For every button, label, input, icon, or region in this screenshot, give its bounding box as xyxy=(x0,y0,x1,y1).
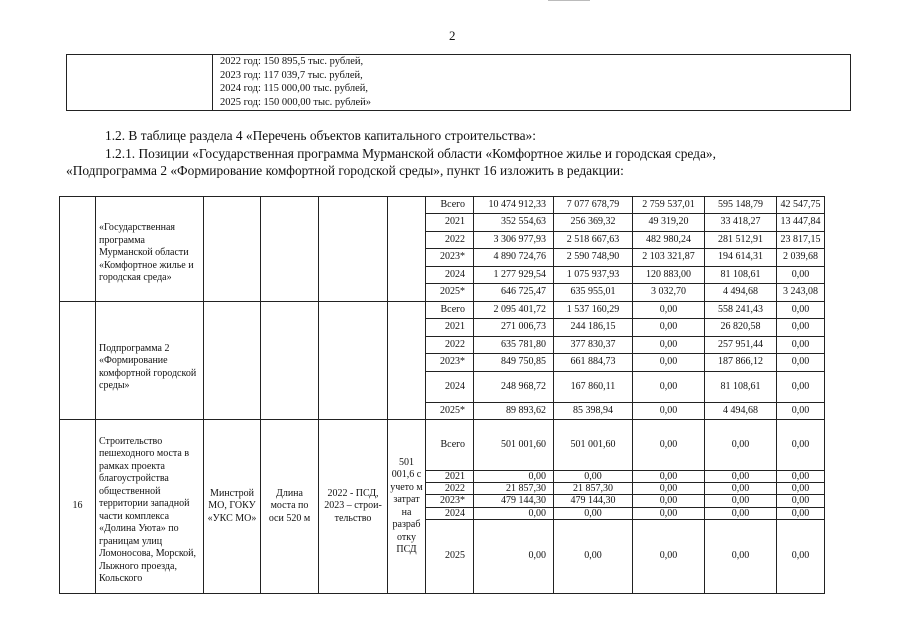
top-edge-rule xyxy=(548,0,590,1)
amount-cell: 26 820,58 xyxy=(705,319,777,336)
amount-cell: 187 866,12 xyxy=(705,354,777,371)
amount-cell: 7 077 678,79 xyxy=(554,197,633,214)
amount-cell: 661 884,73 xyxy=(554,354,633,371)
budget-years-cell xyxy=(213,55,851,111)
period-cell xyxy=(319,301,388,419)
amount-cell: 479 144,30 xyxy=(474,495,554,507)
amount-cell: 3 243,08 xyxy=(777,284,825,301)
amount-cell: 0,00 xyxy=(474,507,554,519)
amount-cell: 0,00 xyxy=(705,470,777,482)
amount-cell: 482 980,24 xyxy=(633,231,705,248)
capital-construction-table xyxy=(59,196,825,594)
amount-cell: 23 817,15 xyxy=(777,231,825,248)
amount-cell: 0,00 xyxy=(777,371,825,402)
amount-cell: 0,00 xyxy=(705,482,777,494)
amount-cell: 81 108,61 xyxy=(705,266,777,283)
amount-cell: 0,00 xyxy=(633,319,705,336)
budget-line: 2022 год: 150 895,5 тыс. рублей, xyxy=(220,56,364,67)
amount-cell: 0,00 xyxy=(554,470,633,482)
amount-cell: 4 494,68 xyxy=(705,402,777,419)
year-cell: 2025 xyxy=(426,519,474,593)
amount-cell: 1 277 929,54 xyxy=(474,266,554,283)
amount-cell: 0,00 xyxy=(633,519,705,593)
cost-cell: 501 001,6 с учето м затрат на разраб отку ПСД xyxy=(388,420,426,594)
year-cell: 2022 xyxy=(426,482,474,494)
year-cell: 2023* xyxy=(426,495,474,507)
item-number-cell: 16 xyxy=(60,420,96,594)
year-cell: Всего xyxy=(426,420,474,470)
cost-cell xyxy=(388,301,426,419)
paragraph-1-2: 1.2. В таблице раздела 4 «Перечень объектов капитального строительства»: xyxy=(105,128,536,143)
amount-cell: 0,00 xyxy=(777,470,825,482)
amount-cell: 0,00 xyxy=(633,354,705,371)
amount-cell: 0,00 xyxy=(633,420,705,470)
object-name-cell: Строительство пешеходного моста в рамках проекта благоустройства общественной территории западной части комплекса «Долина Уюта» по границам улиц Ломоносова, Морской, Лыжного проезда, Кольского xyxy=(96,420,204,594)
amount-cell: 0,00 xyxy=(777,507,825,519)
amount-cell: 849 750,85 xyxy=(474,354,554,371)
amount-cell: 271 006,73 xyxy=(474,319,554,336)
paragraph-1-2-1: 1.2.1. Позиции «Государственная программа Мурманской области «Комфортное жилье и городская среда», xyxy=(105,146,716,161)
amount-cell: 479 144,30 xyxy=(554,495,633,507)
amount-cell: 21 857,30 xyxy=(554,482,633,494)
amount-cell: 4 494,68 xyxy=(705,284,777,301)
year-cell: 2025* xyxy=(426,402,474,419)
amount-cell: 281 512,91 xyxy=(705,231,777,248)
amount-cell: 501 001,60 xyxy=(554,420,633,470)
amount-cell: 3 306 977,93 xyxy=(474,231,554,248)
table-row xyxy=(60,301,825,318)
amount-cell: 248 968,72 xyxy=(474,371,554,402)
capacity-cell xyxy=(261,197,319,302)
year-cell: 2023* xyxy=(426,354,474,371)
table-row xyxy=(60,420,825,470)
table-row xyxy=(60,197,825,214)
amount-cell: 0,00 xyxy=(633,402,705,419)
year-cell: Всего xyxy=(426,197,474,214)
amount-cell: 13 447,84 xyxy=(777,214,825,231)
amount-cell: 0,00 xyxy=(554,519,633,593)
amount-cell: 2 103 321,87 xyxy=(633,249,705,266)
amount-cell: 4 890 724,76 xyxy=(474,249,554,266)
amount-cell: 81 108,61 xyxy=(705,371,777,402)
period-cell: 2022 - ПСД, 2023 – строи-тельство xyxy=(319,420,388,594)
amount-cell: 0,00 xyxy=(474,519,554,593)
amount-cell: 167 860,11 xyxy=(554,371,633,402)
amount-cell: 42 547,75 xyxy=(777,197,825,214)
amount-cell: 0,00 xyxy=(705,507,777,519)
amount-cell: 0,00 xyxy=(777,519,825,593)
customer-cell: Минстрой МО, ГОКУ «УКС МО» xyxy=(204,420,261,594)
object-name-cell: «Государственная программа Мурманской области «Комфортное жилье и городская среда» xyxy=(96,197,204,302)
budget-line: 2023 год: 117 039,7 тыс. рублей, xyxy=(220,69,363,81)
amount-cell: 0,00 xyxy=(777,336,825,353)
amount-cell: 377 830,37 xyxy=(554,336,633,353)
year-cell: 2024 xyxy=(426,266,474,283)
amount-cell: 0,00 xyxy=(554,507,633,519)
amount-cell: 1 537 160,29 xyxy=(554,301,633,318)
amount-cell: 1 075 937,93 xyxy=(554,266,633,283)
amount-cell: 89 893,62 xyxy=(474,402,554,419)
amount-cell: 0,00 xyxy=(705,495,777,507)
year-cell: 2021 xyxy=(426,319,474,336)
amount-cell: 0,00 xyxy=(777,301,825,318)
amount-cell: 0,00 xyxy=(633,482,705,494)
amount-cell: 120 883,00 xyxy=(633,266,705,283)
amount-cell: 0,00 xyxy=(705,420,777,470)
amount-cell: 2 759 537,01 xyxy=(633,197,705,214)
amount-cell: 257 951,44 xyxy=(705,336,777,353)
page-number: 2 xyxy=(449,28,456,43)
item-number-cell xyxy=(60,301,96,419)
capacity-cell: Длина моста по оси 520 м xyxy=(261,420,319,594)
amount-cell: 10 474 912,33 xyxy=(474,197,554,214)
amount-cell: 0,00 xyxy=(633,470,705,482)
customer-cell xyxy=(204,197,261,302)
paragraph-1-2-1-cont: «Подпрограмма 2 «Формирование комфортной городской среды», пункт 16 изложить в редакции: xyxy=(66,163,624,178)
budget-line: 2024 год: 115 000,00 тыс. рублей, xyxy=(220,83,368,94)
amount-cell: 2 590 748,90 xyxy=(554,249,633,266)
cost-cell xyxy=(388,197,426,302)
amount-cell: 0,00 xyxy=(633,301,705,318)
amount-cell: 3 032,70 xyxy=(633,284,705,301)
amount-cell: 0,00 xyxy=(777,420,825,470)
year-cell: 2022 xyxy=(426,231,474,248)
amount-cell: 2 039,68 xyxy=(777,249,825,266)
amount-cell: 85 398,94 xyxy=(554,402,633,419)
amount-cell: 0,00 xyxy=(777,354,825,371)
year-cell: 2022 xyxy=(426,336,474,353)
amount-cell: 0,00 xyxy=(474,470,554,482)
amount-cell: 49 319,20 xyxy=(633,214,705,231)
amount-cell: 21 857,30 xyxy=(474,482,554,494)
amount-cell: 352 554,63 xyxy=(474,214,554,231)
budget-continuation-table xyxy=(66,54,851,111)
year-cell: 2024 xyxy=(426,507,474,519)
amount-cell: 595 148,79 xyxy=(705,197,777,214)
period-cell xyxy=(319,197,388,302)
amount-cell: 501 001,60 xyxy=(474,420,554,470)
year-cell: 2021 xyxy=(426,470,474,482)
amount-cell: 635 955,01 xyxy=(554,284,633,301)
amount-cell: 2 095 401,72 xyxy=(474,301,554,318)
amount-cell: 646 725,47 xyxy=(474,284,554,301)
amount-cell: 0,00 xyxy=(633,495,705,507)
year-cell: 2024 xyxy=(426,371,474,402)
item-number-cell xyxy=(60,197,96,302)
object-name-cell: Подпрограмма 2 «Формирование комфортной городской среды» xyxy=(96,301,204,419)
amount-cell: 0,00 xyxy=(777,482,825,494)
amount-cell: 2 518 667,63 xyxy=(554,231,633,248)
amount-cell: 0,00 xyxy=(705,519,777,593)
year-cell: 2021 xyxy=(426,214,474,231)
amount-cell: 0,00 xyxy=(633,336,705,353)
amount-cell: 0,00 xyxy=(777,266,825,283)
amount-cell: 0,00 xyxy=(633,507,705,519)
amount-cell: 635 781,80 xyxy=(474,336,554,353)
amount-cell: 558 241,43 xyxy=(705,301,777,318)
amount-cell: 0,00 xyxy=(777,495,825,507)
amount-cell: 33 418,27 xyxy=(705,214,777,231)
amount-cell: 244 186,15 xyxy=(554,319,633,336)
amount-cell: 256 369,32 xyxy=(554,214,633,231)
capacity-cell xyxy=(261,301,319,419)
amount-cell: 0,00 xyxy=(633,371,705,402)
amount-cell: 0,00 xyxy=(777,402,825,419)
budget-empty-cell xyxy=(67,55,213,111)
amount-cell: 194 614,31 xyxy=(705,249,777,266)
budget-line: 2025 год: 150 000,00 тыс. рублей» xyxy=(220,96,372,108)
amount-cell: 0,00 xyxy=(777,319,825,336)
year-cell: 2023* xyxy=(426,249,474,266)
year-cell: 2025* xyxy=(426,284,474,301)
customer-cell xyxy=(204,301,261,419)
year-cell: Всего xyxy=(426,301,474,318)
